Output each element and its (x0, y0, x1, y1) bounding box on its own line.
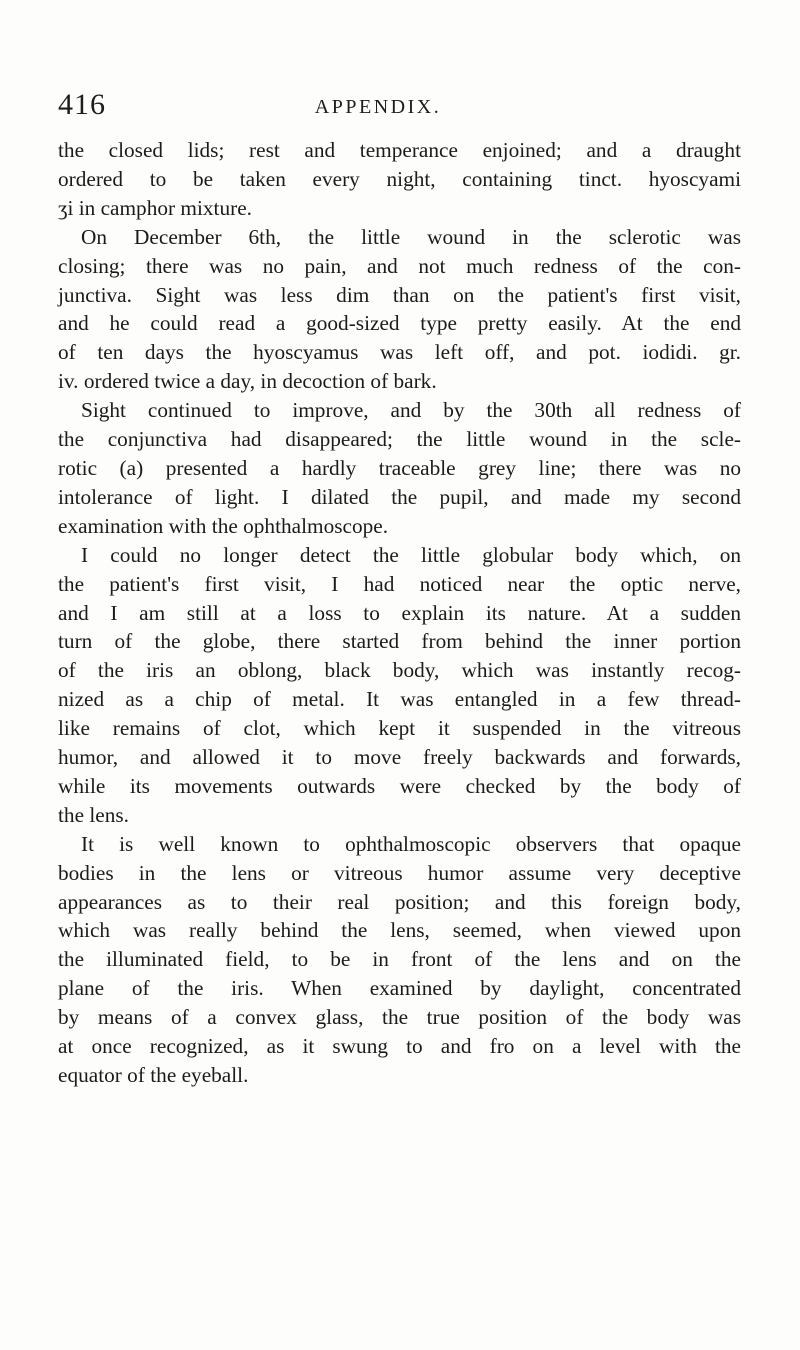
text-line: the conjunctiva had disappeared; the little wound in the scle- (58, 427, 741, 452)
text-line: by means of a convex glass, the true position of the body was (58, 1005, 741, 1030)
text-line: iv. ordered twice a day, in decoction of bark. (58, 369, 437, 394)
text-line: On December 6th, the little wound in the sclerotic was (81, 224, 741, 249)
text-line: turn of the globe, there started from behind the inner portion (58, 629, 741, 654)
text-line: humor, and allowed it to move freely backwards and forwards, (58, 745, 741, 770)
text-line: like remains of clot, which kept it suspended in the vitreous (58, 716, 741, 741)
text-line: Sight continued to improve, and by the 30th all redness of (81, 398, 741, 423)
text-line: I could no longer detect the little globular body which, on (81, 542, 741, 567)
text-line: of ten days the hyoscyamus was left off, and pot. iodidi. gr. (58, 340, 741, 365)
text-line: rotic (a) presented a hardly traceable grey line; there was no (58, 455, 741, 480)
text-line: which was really behind the lens, seemed, when viewed upon (58, 918, 741, 943)
text-line: closing; there was no pain, and not much redness of the con- (58, 253, 741, 278)
text-line: bodies in the lens or vitreous humor assume very deceptive (58, 860, 741, 885)
running-head: APPENDIX. (314, 96, 442, 118)
text-line: while its movements outwards were checked by the body of (58, 773, 741, 798)
page-number: 416 (58, 88, 106, 121)
text-line: and he could read a good-sized type pretty easily. At the end (58, 311, 741, 336)
text-line: equator of the eyeball. (58, 1063, 249, 1087)
text-line: the patient's first visit, I had noticed near the optic nerve, (58, 571, 741, 596)
text-line: the lens. (58, 802, 129, 827)
text-line: of the iris an oblong, black body, which was instantly recog- (58, 658, 741, 683)
text-line: examination with the ophthalmoscope. (58, 513, 389, 538)
body-text (58, 136, 741, 1090)
text-line: appearances as to their real position; and this foreign body, (58, 889, 741, 914)
text-line: nized as a chip of metal. It was entangled in a few thread- (58, 687, 741, 712)
text-line: ordered to be taken every night, containing tinct. hyoscyami (58, 166, 741, 191)
text-line: intolerance of light. I dilated the pupil, and made my second (58, 484, 741, 509)
text-line: junctiva. Sight was less dim than on the patient's first visit, (58, 282, 741, 307)
text-line: and I am still at a loss to explain its nature. At a sudden (58, 600, 741, 625)
text-line: ʒi in camphor mixture. (58, 195, 252, 220)
text-line: the illuminated field, to be in front of the lens and on the (58, 947, 741, 972)
text-line: It is well known to ophthalmoscopic observers that opaque (81, 831, 741, 856)
page-header (58, 88, 698, 128)
text-line: the closed lids; rest and temperance enjoined; and a draught (58, 138, 741, 162)
text-line: plane of the iris. When examined by daylight, concentrated (58, 976, 741, 1001)
text-line: at once recognized, as it swung to and fro on a level with the (58, 1034, 741, 1059)
